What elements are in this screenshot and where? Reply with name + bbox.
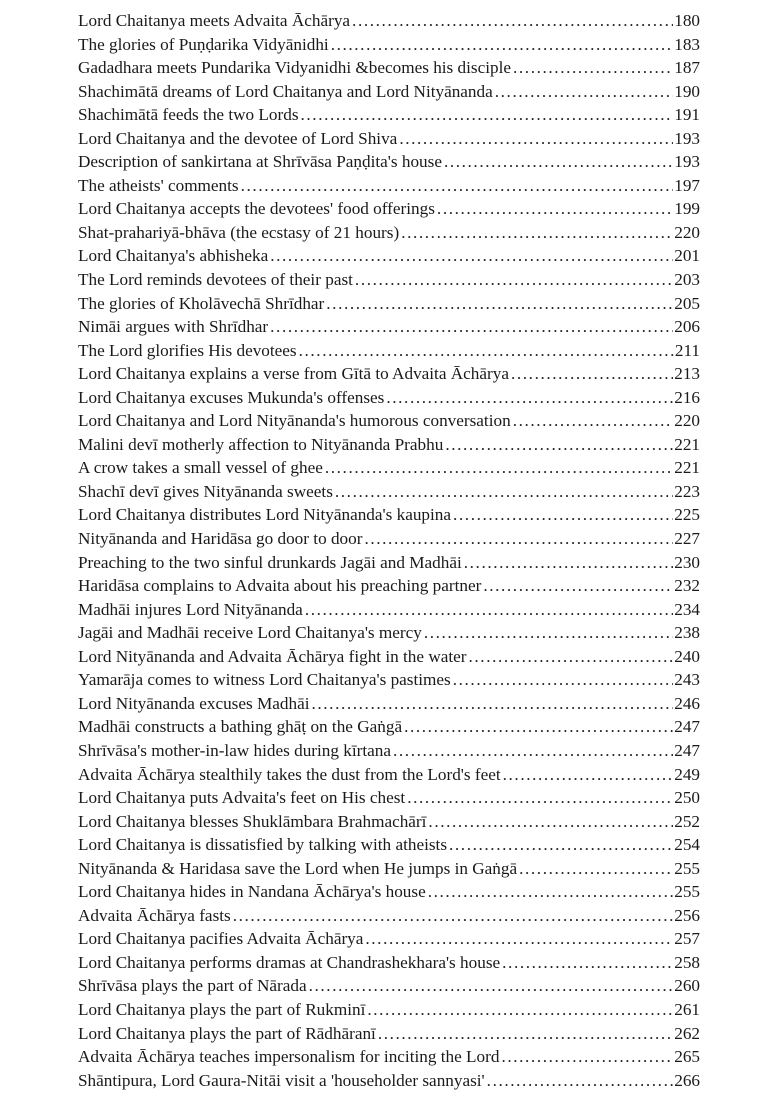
toc-entry-title: The atheists' comments <box>78 175 239 195</box>
toc-dot-leader <box>453 503 673 527</box>
toc-entry-page: 255 <box>674 858 700 878</box>
toc-entry-title: Gadadhara meets Pundarika Vidyanidhi &becomes his disciple <box>78 58 512 78</box>
toc-entry-page: 180 <box>674 11 700 30</box>
toc-entry <box>78 80 700 104</box>
toc-dot-leader <box>326 292 673 316</box>
toc-entry <box>78 127 700 151</box>
toc-entry-title: Advaita Āchārya stealthily takes the dust from the Lord's feet <box>78 764 501 784</box>
toc-entry-title: Shrīvāsa plays the part of Nārada <box>78 976 307 996</box>
toc-entry <box>78 174 700 198</box>
toc-dot-leader <box>424 621 673 645</box>
toc-entry <box>78 692 700 716</box>
toc-entry-title: Lord Chaitanya and the devotee of Lord Shiva <box>78 128 398 148</box>
toc-dot-leader <box>352 9 673 33</box>
toc-entry <box>78 480 700 504</box>
toc-dot-leader <box>495 80 673 104</box>
toc-entry-page: 193 <box>674 128 700 148</box>
toc-entry-page: 201 <box>674 246 700 266</box>
toc-entry-title: The glories of Puṇḍarika Vidyānidhi <box>78 34 329 54</box>
toc-entry-title: Yamarāja comes to witness Lord Chaitanya's pastimes <box>78 670 451 690</box>
toc-entry-title: Malini devī motherly affection to Nityānanda Prabhu <box>78 434 444 454</box>
toc-entry <box>78 857 700 881</box>
toc-entry <box>78 598 700 622</box>
toc-dot-leader <box>464 551 673 575</box>
toc-entry-title: Haridāsa complains to Advaita about his preaching partner <box>78 576 482 596</box>
toc-entry-title: Madhāi injures Lord Nityānanda <box>78 599 303 619</box>
toc-entry <box>78 339 700 363</box>
toc-entry-page: 250 <box>674 788 700 808</box>
table-of-contents <box>78 9 700 1092</box>
toc-entry-page: 261 <box>674 999 700 1019</box>
toc-entry-title: Lord Nityānanda and Advaita Āchārya fight in the water <box>78 646 467 666</box>
toc-dot-leader <box>299 339 674 363</box>
toc-entry <box>78 1022 700 1046</box>
toc-entry <box>78 244 700 268</box>
toc-entry-title: Shachimātā feeds the two Lords <box>78 105 299 125</box>
toc-entry-title: Lord Chaitanya distributes Lord Nityānanda's kaupina <box>78 505 452 525</box>
toc-entry <box>78 409 700 433</box>
toc-dot-leader <box>519 857 673 881</box>
toc-entry <box>78 715 700 739</box>
toc-dot-leader <box>428 880 674 904</box>
toc-entry-page: 220 <box>674 411 700 431</box>
toc-entry-page: 252 <box>674 811 700 831</box>
toc-entry-page: 225 <box>674 505 700 525</box>
toc-entry-title: Lord Nityānanda excuses Madhāi <box>78 693 310 713</box>
toc-entry <box>78 268 700 292</box>
toc-entry <box>78 221 700 245</box>
toc-entry <box>78 904 700 928</box>
toc-entry-title: Nityānanda & Haridasa save the Lord when He jumps in Gaṅgā <box>78 858 518 878</box>
toc-entry-title: A crow takes a small vessel of ghee <box>78 458 323 478</box>
toc-entry-page: 246 <box>674 693 700 713</box>
toc-dot-leader <box>483 574 673 598</box>
toc-dot-leader <box>487 1069 674 1093</box>
toc-entry <box>78 786 700 810</box>
toc-entry-page: 238 <box>674 623 700 643</box>
toc-dot-leader <box>503 763 674 787</box>
toc-entry-title: Lord Chaitanya hides in Nandana Āchārya's house <box>78 882 426 902</box>
toc-entry-title: Lord Chaitanya accepts the devotees' food offerings <box>78 199 435 219</box>
toc-dot-leader <box>378 1022 673 1046</box>
toc-entry-page: 247 <box>674 740 700 760</box>
toc-entry <box>78 574 700 598</box>
toc-entry <box>78 951 700 975</box>
toc-entry-page: 256 <box>674 905 700 925</box>
toc-entry <box>78 998 700 1022</box>
toc-entry-title: Jagāi and Madhāi receive Lord Chaitanya's mercy <box>78 623 422 643</box>
toc-entry-page: 216 <box>674 387 700 407</box>
toc-entry-title: Lord Chaitanya excuses Mukunda's offenses <box>78 387 385 407</box>
toc-entry-page: 190 <box>674 81 700 101</box>
toc-dot-leader <box>453 668 673 692</box>
toc-entry <box>78 645 700 669</box>
toc-entry-page: 223 <box>674 481 700 501</box>
toc-entry <box>78 362 700 386</box>
toc-entry-title: Description of sankirtana at Shrīvāsa Paṇḍita's house <box>78 152 442 172</box>
toc-entry-page: 262 <box>674 1023 700 1043</box>
toc-entry-page: 240 <box>674 646 700 666</box>
toc-dot-leader <box>270 244 673 268</box>
toc-entry-page: 227 <box>674 529 700 549</box>
toc-entry <box>78 551 700 575</box>
toc-entry-title: Lord Chaitanya is dissatisfied by talking with atheists <box>78 835 448 855</box>
toc-entry-title: The Lord glorifies His devotees <box>78 340 297 360</box>
toc-entry-page: 205 <box>674 293 700 313</box>
toc-entry <box>78 763 700 787</box>
toc-entry-title: Lord Chaitanya's abhisheka <box>78 246 269 266</box>
toc-dot-leader <box>386 386 673 410</box>
toc-entry <box>78 527 700 551</box>
toc-entry-page: 249 <box>674 764 700 784</box>
toc-entry-page: 221 <box>674 458 700 478</box>
toc-entry <box>78 1045 700 1069</box>
toc-entry-title: Shat-prahariyā-bhāva (the ecstasy of 21 hours) <box>78 222 400 242</box>
toc-entry-title: Shāntipura, Lord Gaura-Nitāi visit a 'householder sannyasi' <box>78 1070 485 1090</box>
toc-entry-page: 193 <box>674 152 700 172</box>
toc-dot-leader <box>301 103 674 127</box>
toc-entry-page: 230 <box>674 552 700 572</box>
toc-dot-leader <box>309 974 674 998</box>
toc-entry-title: Nityānanda and Haridāsa go door to door <box>78 529 363 549</box>
toc-entry-page: 183 <box>674 34 700 54</box>
toc-entry-page: 258 <box>674 952 700 972</box>
toc-entry-page: 199 <box>674 199 700 219</box>
toc-entry-page: 254 <box>674 835 700 855</box>
toc-dot-leader <box>305 598 673 622</box>
toc-dot-leader <box>469 645 674 669</box>
toc-entry-page: 260 <box>674 976 700 996</box>
toc-dot-leader <box>407 786 673 810</box>
toc-entry-title: Lord Chaitanya blesses Shuklāmbara Brahmachārī <box>78 811 427 831</box>
toc-entry-page: 265 <box>674 1047 700 1067</box>
toc-entry-title: Lord Chaitanya performs dramas at Chandrashekhara's house <box>78 952 501 972</box>
toc-dot-leader <box>428 810 673 834</box>
toc-dot-leader <box>311 692 673 716</box>
toc-entry <box>78 150 700 174</box>
toc-entry-page: 213 <box>674 364 700 384</box>
toc-entry <box>78 9 700 33</box>
toc-dot-leader <box>270 315 673 339</box>
toc-dot-leader <box>241 174 674 198</box>
toc-dot-leader <box>502 951 673 975</box>
toc-dot-leader <box>364 527 673 551</box>
toc-dot-leader <box>367 998 673 1022</box>
toc-entry <box>78 292 700 316</box>
toc-entry-title: Lord Chaitanya plays the part of Rādhāranī <box>78 1023 376 1043</box>
toc-dot-leader <box>513 56 673 80</box>
toc-entry-title: Lord Chaitanya explains a verse from Gītā to Advaita Āchārya <box>78 364 509 384</box>
toc-dot-leader <box>325 456 673 480</box>
toc-entry <box>78 103 700 127</box>
toc-entry-page: 234 <box>674 599 700 619</box>
toc-entry-title: Shachimātā dreams of Lord Chaitanya and Lord Nityānanda <box>78 81 493 101</box>
toc-entry-page: 243 <box>674 670 700 690</box>
toc-entry <box>78 33 700 57</box>
toc-dot-leader <box>437 197 673 221</box>
toc-dot-leader <box>331 33 674 57</box>
toc-entry-title: Preaching to the two sinful drunkards Jagāi and Madhāi <box>78 552 462 572</box>
toc-dot-leader <box>513 409 674 433</box>
toc-entry <box>78 503 700 527</box>
toc-entry <box>78 621 700 645</box>
toc-entry <box>78 456 700 480</box>
toc-entry <box>78 833 700 857</box>
toc-entry <box>78 880 700 904</box>
toc-entry-title: Advaita Āchārya fasts <box>78 905 231 925</box>
toc-entry <box>78 974 700 998</box>
toc-entry-title: The Lord reminds devotees of their past <box>78 270 353 290</box>
toc-entry-title: Shrīvāsa's mother-in-law hides during kīrtana <box>78 740 392 760</box>
toc-entry <box>78 739 700 763</box>
toc-dot-leader <box>449 833 673 857</box>
toc-dot-leader <box>511 362 673 386</box>
toc-dot-leader <box>233 904 674 928</box>
toc-entry-title: Shachī devī gives Nityānanda sweets <box>78 481 333 501</box>
toc-dot-leader <box>365 927 673 951</box>
toc-entry <box>78 1069 700 1093</box>
toc-entry <box>78 386 700 410</box>
toc-entry-page: 187 <box>674 58 700 78</box>
toc-dot-leader <box>335 480 673 504</box>
toc-entry-page: 203 <box>674 270 700 290</box>
toc-entry <box>78 197 700 221</box>
toc-entry <box>78 668 700 692</box>
toc-entry-page: 266 <box>674 1070 700 1090</box>
toc-dot-leader <box>355 268 673 292</box>
toc-entry-page: 255 <box>674 882 700 902</box>
toc-entry-page: 232 <box>674 576 700 596</box>
toc-entry <box>78 927 700 951</box>
toc-dot-leader <box>399 127 673 151</box>
toc-entry-page: 220 <box>674 222 700 242</box>
toc-entry <box>78 810 700 834</box>
toc-entry-page: 197 <box>674 175 700 195</box>
toc-entry-title: Lord Chaitanya pacifies Advaita Āchārya <box>78 929 364 949</box>
toc-entry-title: Lord Chaitanya and Lord Nityānanda's humorous conversation <box>78 411 511 431</box>
toc-entry <box>78 315 700 339</box>
toc-entry-title: Advaita Āchārya teaches impersonalism for inciting the Lord <box>78 1047 500 1067</box>
toc-dot-leader <box>393 739 673 763</box>
toc-dot-leader <box>401 221 673 245</box>
toc-entry-page: 206 <box>674 317 700 337</box>
toc-entry <box>78 433 700 457</box>
toc-dot-leader <box>445 433 673 457</box>
toc-entry-title: Lord Chaitanya plays the part of Rukminī <box>78 999 366 1019</box>
toc-entry-title: Lord Chaitanya meets Advaita Āchārya <box>78 11 351 30</box>
toc-dot-leader <box>444 150 673 174</box>
toc-dot-leader <box>404 715 673 739</box>
toc-entry-page: 191 <box>674 105 700 125</box>
toc-entry-title: Madhāi constructs a bathing ghāṭ on the Gaṅgā <box>78 717 403 737</box>
toc-entry-page: 221 <box>674 434 700 454</box>
toc-entry-title: Nimāi argues with Shrīdhar <box>78 317 269 337</box>
toc-entry-page: 257 <box>674 929 700 949</box>
toc-entry <box>78 56 700 80</box>
toc-dot-leader <box>501 1045 673 1069</box>
toc-entry-page: 211 <box>674 340 700 360</box>
toc-entry-title: Lord Chaitanya puts Advaita's feet on His chest <box>78 788 406 808</box>
toc-entry-title: The glories of Kholāvechā Shrīdhar <box>78 293 325 313</box>
toc-entry-page: 247 <box>674 717 700 737</box>
